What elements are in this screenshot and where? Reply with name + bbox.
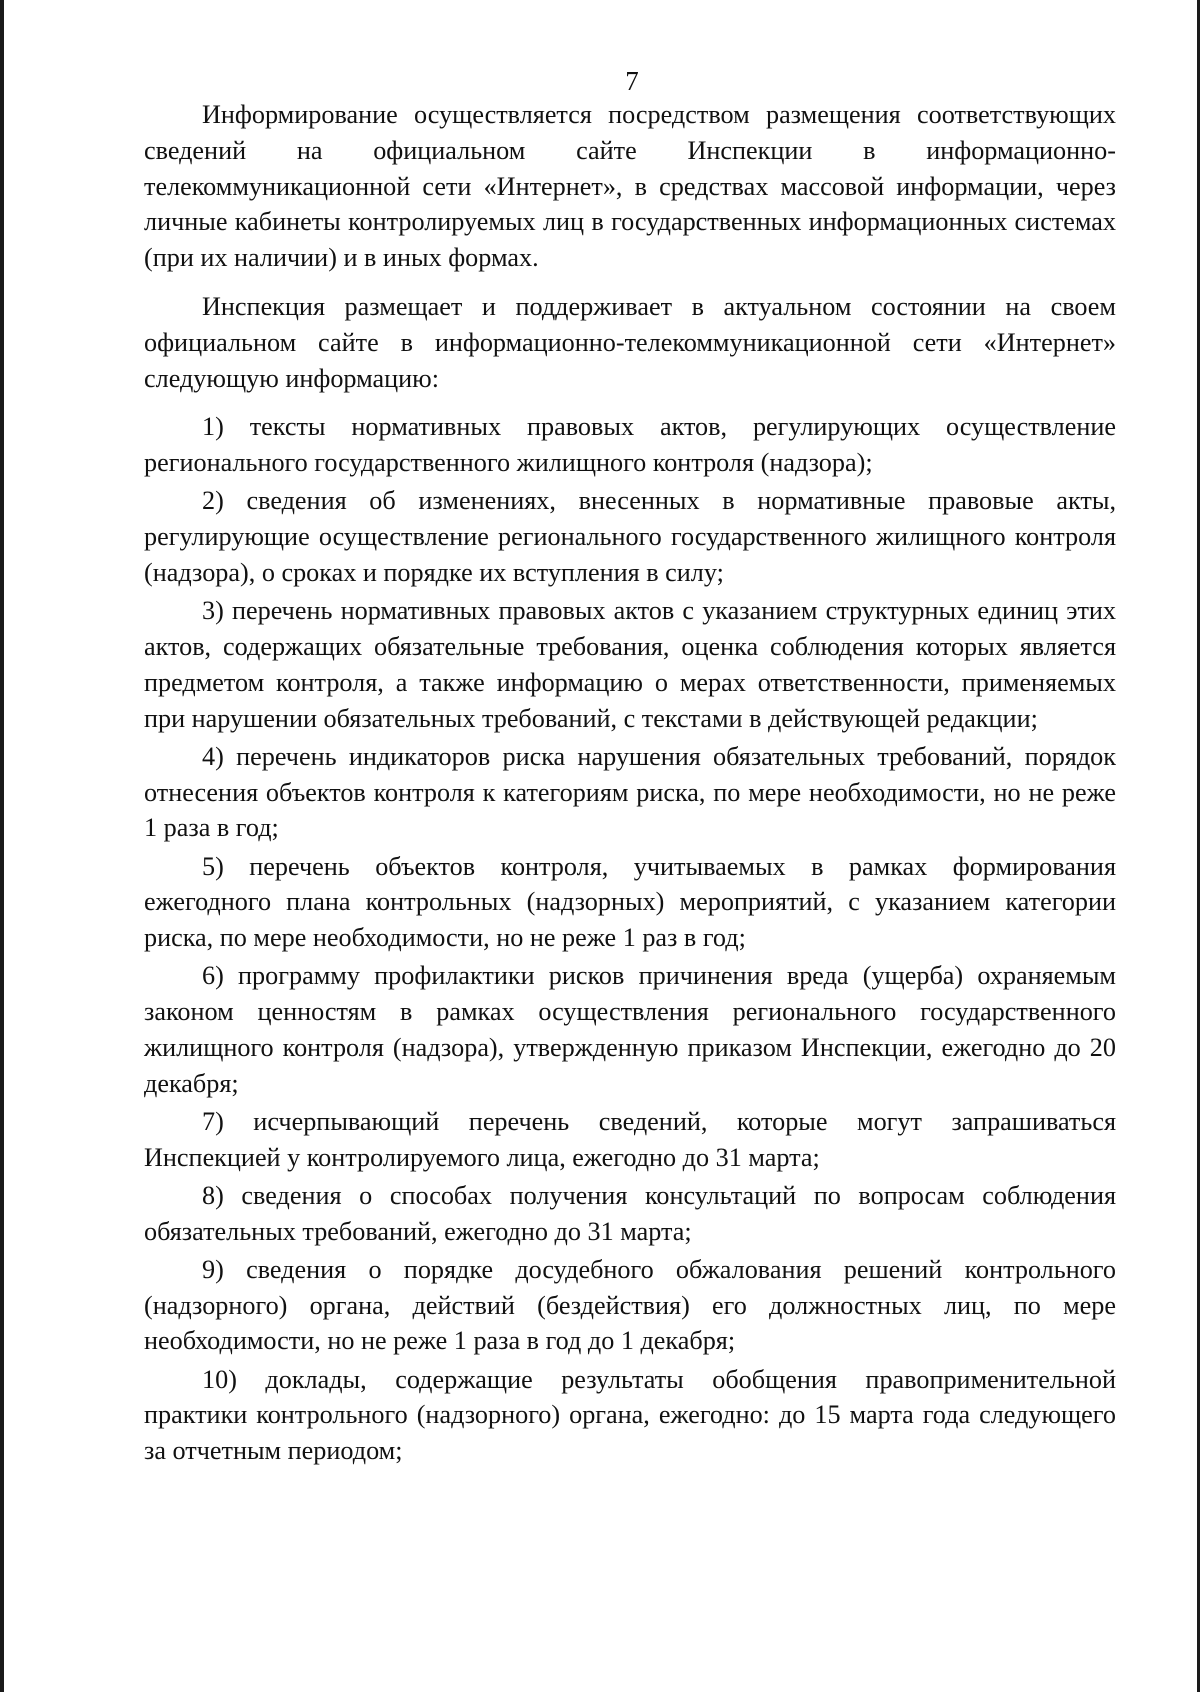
list-item-4: 4) перечень индикаторов риска нарушения обязательных требований, порядок отнесения объектов контроля к категориям риска, по мере необходимости, но не реже 1 раза в год; [144,741,1116,843]
list-item-10: 10) доклады, содержащие результаты обобщения правоприменительной практики контрольного (надзорного) органа, ежегодно: до 15 марта года следующего за отчетным периодом; [144,1364,1116,1466]
body-text [144,97,1116,1469]
list-item-2: 2) сведения об изменениях, внесенных в нормативные правовые акты, регулирующие осуществление регионального государственного жилищного контроля (надзора), о сроках и порядке их вступления в силу; [144,486,1116,587]
paragraph-informing: Информирование осуществляется посредством размещения соответствующих сведений на официальном сайте Инспекции в информационно-телекоммуникационной сети «Интернет», в средствах массовой информации, через личные кабинеты контролируемых лиц в государственных информационных системах (при их наличии) и в иных формах. [144,100,1116,273]
paragraph-inspection-publishes: Инспекция размещает и поддерживает в актуальном состоянии на своем официальном сайте в информационно-телекоммуникационной сети «Интернет» следующую информацию: [144,291,1116,393]
list-item-6: 6) программу профилактики рисков причинения вреда (ущерба) охраняемым законом ценностям в рамках осуществления регионального государственного жилищного контроля (надзора), утвержденную приказом Инспекции, ежегодно до 20 декабря; [144,961,1116,1098]
list-item-1: 1) тексты нормативных правовых актов, регулирующих осуществление регионального государственного жилищного контроля (надзора); [144,412,1116,478]
list-item-3: 3) перечень нормативных правовых актов с указанием структурных единиц этих актов, содержащих обязательные требования, оценка соблюдения которых является предметом контроля, а также информацию о мерах ответственности, применяемых при нарушении обязательных требований, с текстами в действующей редакции; [144,596,1116,733]
list-item-7: 7) исчерпывающий перечень сведений, которые могут запрашиваться Инспекцией у контролируемого лица, ежегодно до 31 марта; [144,1106,1116,1172]
page-number: 7 [625,66,639,96]
list-item-8: 8) сведения о способах получения консультаций по вопросам соблюдения обязательных требований, ежегодно до 31 марта; [144,1180,1116,1246]
list-item-9: 9) сведения о порядке досудебного обжалования решений контрольного (надзорного) органа, действий (бездействия) его должностных лиц, по мере необходимости, но не реже 1 раза в год до 1 декабря; [144,1254,1116,1356]
list-item-5: 5) перечень объектов контроля, учитываемых в рамках формирования ежегодного плана контрольных (надзорных) мероприятий, с указанием категории риска, по мере необходимости, но не реже 1 раз в год; [144,851,1116,953]
scan-edge-left [0,0,4,1692]
